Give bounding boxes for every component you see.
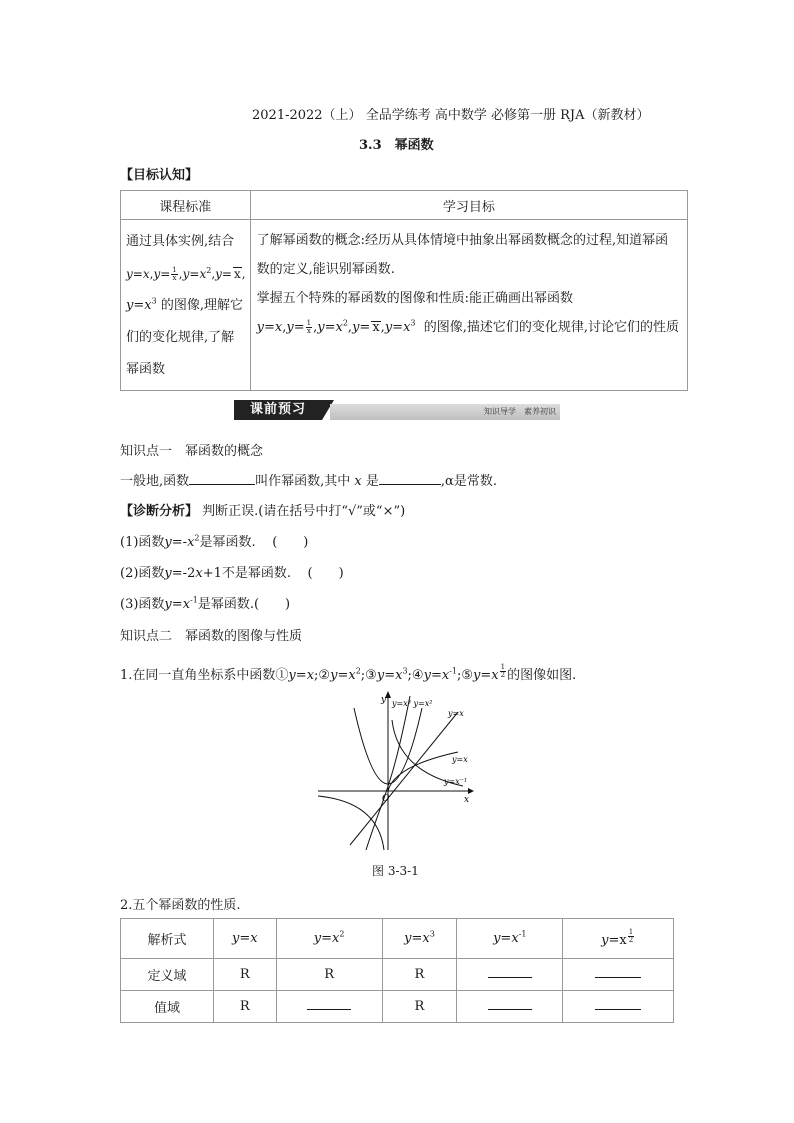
props-col-y-inv-x: $y=x^{-1}$ [457, 919, 563, 959]
standard-tail: $y=x^3$ 的图像,理解它们的变化规律,了解幂函数 [126, 296, 243, 377]
standard-intro: 通过具体实例,结合 [126, 234, 235, 249]
label-x3-x2: y=x³ y=x² [392, 699, 433, 708]
course-standard-cell [121, 220, 251, 391]
curve-y-inv-x-left [318, 796, 384, 850]
goal-2-lead: 掌握五个特殊的幂函数的图像和性质:能正确画出幂函数 [256, 291, 573, 306]
diagnosis-instruction: 判断正误.(请在括号中打“√”或“×”) [202, 504, 406, 519]
range-y-x3: R [382, 991, 457, 1023]
label-y-sqrt-x: y=x [452, 755, 468, 764]
kp1-title: 知识点一 幂函数的概念 [120, 444, 264, 459]
domain-y-sqrt-x [563, 959, 674, 991]
properties-table [120, 918, 674, 1023]
objectives-col1-header: 课程标准 [121, 191, 251, 220]
range-y-x2 [276, 991, 382, 1023]
question-2: (2)函数y=-2x+1不是幂函数. ( ) [120, 566, 344, 581]
banner-subtitle: 知识导学 素养初识 [330, 404, 560, 420]
props-col-y-x: y=x [214, 919, 277, 959]
domain-y-x: R [214, 959, 277, 991]
range-y-inv-x [457, 991, 563, 1023]
objectives-col2-header: 学习目标 [250, 191, 687, 220]
label-origin: O [382, 794, 390, 804]
domain-y-inv-x [457, 959, 563, 991]
objectives-table [120, 190, 688, 391]
diagnosis-heading: 【诊断分析】 [120, 504, 199, 519]
goal-2-formulas: y=x,y= $\frac{1}{x}$ $,y=x^2,y= x,y=x^3$ 的图像,描述它们的变化规律,讨论它们的性质 [256, 318, 680, 335]
section-title: 3.3 幂函数 [359, 138, 434, 153]
props-header-domain: 定义域 [121, 959, 214, 991]
kp2-item1: 1.在同一直角坐标系中函数$①y=x;②y=x^2;③y=x^3;④y=x^{-1};⑤y=x$ $^{\frac{1}{2}}$ 的图像如图. [120, 663, 577, 683]
label-y-inv-x: y=x⁻¹ [444, 777, 468, 786]
label-y: y [381, 695, 387, 705]
range-y-sqrt-x [563, 991, 674, 1023]
props-col-y-x2: $y=x^2$ [276, 919, 382, 959]
kp2-title: 知识点二 幂函数的图像与性质 [120, 629, 303, 644]
domain-y-x2: R [276, 959, 382, 991]
label-x: x [464, 795, 470, 805]
standard-formulas: y=x,y= $\frac{1}{x}$ $,y=x^2,y= x$, [126, 266, 246, 282]
label-y-x: y=x [448, 709, 464, 718]
question-3: (3)函数$y=x^{-1}$是幂函数.( ) [120, 595, 291, 612]
kp1-definition: 一般地,函数 叫作幂函数,其中 x 是 ,α是常数. [120, 474, 497, 489]
range-y-x: R [214, 991, 277, 1023]
goal-1: 了解幂函数的概念:经历从具体情境中抽象出幂函数概念的过程,知道幂函数的定义,能识别幂函数. [256, 233, 669, 277]
props-col-y-x3: $y=x^3$ [382, 919, 457, 959]
power-functions-figure [318, 690, 476, 850]
learning-goal-cell [250, 220, 687, 391]
question-1: (1)函数$y=-x^2$是幂函数. ( ) [120, 533, 309, 550]
objectives-heading: 【目标认知】 [120, 168, 199, 183]
figure-caption: 图 3-3-1 [372, 864, 419, 878]
domain-y-x3: R [382, 959, 457, 991]
curve-y-x [350, 712, 458, 845]
page-header: 2021-2022（上） 全品学练考 高中数学 必修第一册 RJA（新教材） [252, 108, 650, 123]
props-col-y-sqrt-x: y=x $^{\frac{1}{2}}$ [563, 919, 674, 959]
props-header-range: 值域 [121, 991, 214, 1023]
x-axis-arrow-icon [468, 788, 474, 794]
kp2-item2: 2.五个幂函数的性质. [120, 898, 241, 913]
props-header-formula: 解析式 [121, 919, 214, 959]
banner-title: 课前预习 [234, 400, 322, 420]
diagnosis-line [120, 500, 405, 519]
